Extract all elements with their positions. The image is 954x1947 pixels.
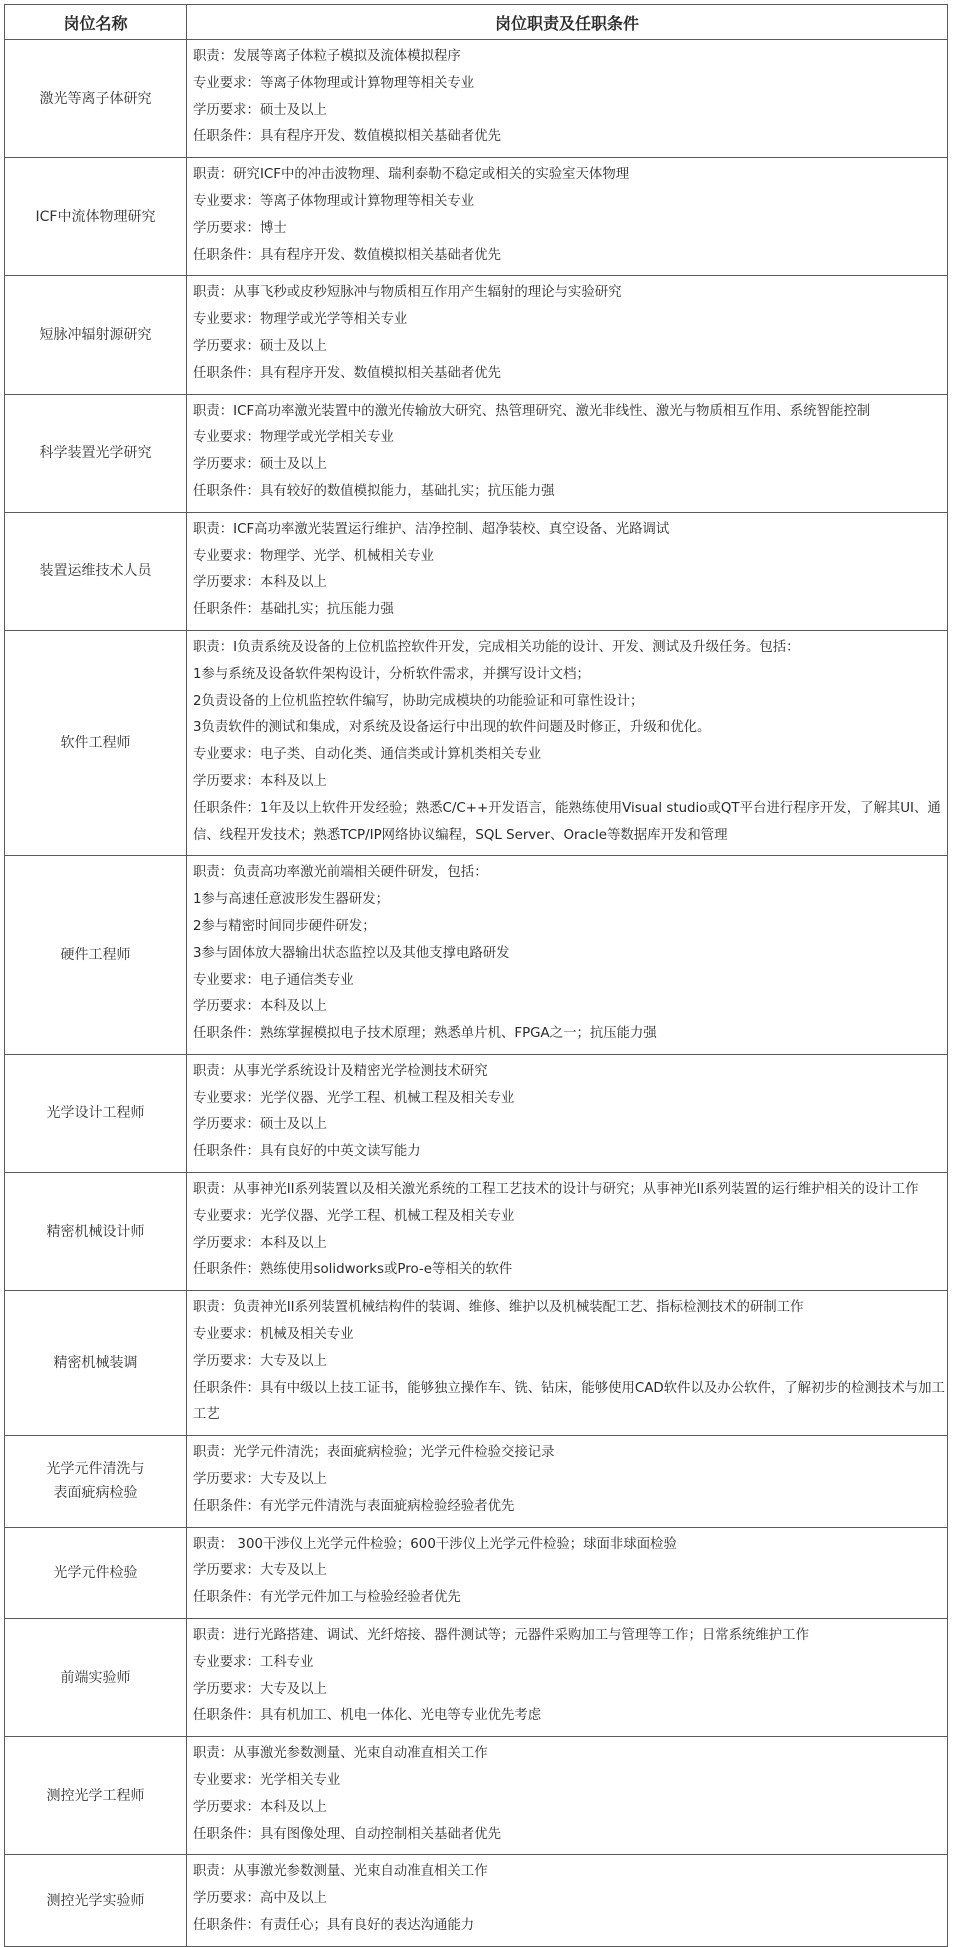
position-name-cell <box>5 394 187 512</box>
duty-line: 专业要求：电子通信类专业 <box>193 972 354 988</box>
duties-cell <box>187 630 948 855</box>
table-row <box>5 1527 948 1618</box>
table-row <box>5 276 948 394</box>
duty-line: 学历要求：硕士及以上 <box>193 102 327 118</box>
position-name-cell <box>5 1054 187 1172</box>
duty-line: 职责：光学元件清洗；表面疵病检验；光学元件检验交接记录 <box>193 1445 555 1461</box>
table-row <box>5 394 948 512</box>
position-name: 前端实验师 <box>60 1669 131 1686</box>
position-name-cell <box>5 1173 187 1291</box>
duty-line: 学历要求：本科及以上 <box>193 773 327 789</box>
position-name-cell <box>5 1527 187 1618</box>
table-row <box>5 1436 948 1527</box>
table-body <box>5 40 948 1947</box>
header-position-name: 岗位名称 <box>5 5 187 40</box>
duties-cell <box>187 40 948 158</box>
duty-line: 3参与固体放大器输出状态监控以及其他支撑电路研发 <box>193 945 510 961</box>
position-name-cell <box>5 856 187 1055</box>
position-name: 精密机械设计师 <box>46 1223 145 1240</box>
duty-line: 任职条件：具有程序开发、数值模拟相关基础者优先 <box>193 129 501 145</box>
duty-line: 职责：从事飞秒或皮秒短脉冲与物质相互作用产生辐射的理论与实验研究 <box>193 285 622 301</box>
duty-line: 职责：从事激光参数测量、光束自动准直相关工作 <box>193 1746 488 1762</box>
duty-line: 职责：从事神光II系列装置以及相关激光系统的工程工艺技术的设计与研究；从事神光II系列装置的运行维护相关的设计工作 <box>193 1182 919 1198</box>
duty-line: 任职条件：基础扎实；抗压能力强 <box>193 602 394 618</box>
duty-line: 任职条件：具有中级以上技工证书，能够独立操作车、铣、钻床，能够使用CAD软件以及办公软件，了解初步的检测技术与加工工艺 <box>193 1380 945 1423</box>
duties-cell <box>187 1855 948 1946</box>
duty-line: 专业要求：光学仪器、光学工程、机械工程及相关专业 <box>193 1090 515 1106</box>
duty-line: 任职条件：1年及以上软件开发经验；熟悉C/C++开发语言，能熟练使用Visual studio或QT平台进行程序开发，了解其UI、通信、线程开发技术；熟悉TCP/IP网络协议编程，SQL Server、Oracle等数据库开发和管理 <box>193 800 941 843</box>
duty-line: 学历要求：本科及以上 <box>193 1799 327 1815</box>
duties-cell <box>187 1173 948 1291</box>
position-name-cell <box>5 1619 187 1737</box>
duty-line: 职责： 300干涉仪上光学元件检验；600干涉仪上光学元件检验；球面非球面检验 <box>193 1536 677 1552</box>
duty-line: 任职条件：具有良好的中英文读写能力 <box>193 1144 421 1160</box>
table-row <box>5 512 948 630</box>
position-name-cell <box>5 630 187 855</box>
duty-line: 学历要求：高中及以上 <box>193 1891 327 1907</box>
table-row <box>5 856 948 1055</box>
duty-line: 职责：从事光学系统设计及精密光学检测技术研究 <box>193 1063 488 1079</box>
position-name-cell <box>5 1291 187 1436</box>
table-row <box>5 630 948 855</box>
job-table-sheet <box>4 4 947 1947</box>
duties-cell <box>187 1291 948 1436</box>
duty-line: 职责：ICF高功率激光装置运行维护、洁净控制、超净装校、真空设备、光路调试 <box>193 521 670 537</box>
duty-line: 学历要求：大专及以上 <box>193 1681 327 1697</box>
position-name: 科学装置光学研究 <box>39 445 152 462</box>
position-name: 光学元件检验 <box>53 1564 138 1581</box>
duty-line: 职责：研究ICF中的冲击波物理、瑞利泰勒不稳定或相关的实验室天体物理 <box>193 167 630 183</box>
duty-line: 任职条件：有光学元件加工与检验经验者优先 <box>193 1590 461 1606</box>
position-name: 软件工程师 <box>60 735 131 752</box>
duty-line: 任职条件：具有较好的数值模拟能力，基础扎实；抗压能力强 <box>193 483 555 499</box>
duty-line: 职责：负责神光II系列装置机械结构件的装调、维修、维护以及机械装配工艺、指标检测技术的研制工作 <box>193 1300 804 1316</box>
position-name-cell <box>5 158 187 276</box>
position-name: ICF中流体物理研究 <box>35 208 156 225</box>
duty-line: 任职条件：有责任心；具有良好的表达沟通能力 <box>193 1918 475 1933</box>
position-name: 光学设计工程师 <box>46 1105 145 1122</box>
position-name: 精密机械装调 <box>53 1355 138 1372</box>
duty-line: 职责：I负责系统及设备的上位机监控软件开发，完成相关功能的设计、开发、测试及升级任务。包括： <box>193 639 800 655</box>
duties-cell <box>187 276 948 394</box>
duty-line: 学历要求：本科及以上 <box>193 999 327 1015</box>
position-name: 测控光学工程师 <box>46 1787 145 1804</box>
duties-cell <box>187 394 948 512</box>
duty-line: 任职条件：熟练使用solidworks或Pro-e等相关的软件 <box>193 1262 513 1278</box>
table-row <box>5 1619 948 1737</box>
position-name-cell <box>5 1855 187 1946</box>
position-name: 装置运维技术人员 <box>39 563 152 580</box>
duty-line: 任职条件：具有图像处理、自动控制相关基础者优先 <box>193 1826 501 1842</box>
duty-line: 职责：负责高功率激光前端相关硬件研发，包括： <box>193 865 488 881</box>
job-positions-table <box>4 4 948 1947</box>
duty-line: 任职条件：熟练掌握模拟电子技术原理；熟悉单片机、FPGA之一；抗压能力强 <box>193 1026 657 1042</box>
table-row <box>5 158 948 276</box>
duty-line: 职责：ICF高功率激光装置中的激光传输放大研究、热管理研究、激光非线性、激光与物质相互作用、系统智能控制 <box>193 403 871 419</box>
duty-line: 2负责设备的上位机监控软件编写，协助完成模块的功能验证和可靠性设计； <box>193 693 644 709</box>
duties-cell <box>187 1737 948 1855</box>
table-row <box>5 1855 948 1946</box>
table-row <box>5 1291 948 1436</box>
position-name: 硬件工程师 <box>60 947 131 964</box>
table-row <box>5 1173 948 1291</box>
duty-line: 任职条件：具有机加工、机电一体化、光电等专业优先考虑 <box>193 1708 542 1724</box>
duty-line: 职责：进行光路搭建、调试、光纤熔接、器件测试等；元器件采购加工与管理等工作；日常系统维护工作 <box>193 1628 809 1644</box>
duty-line: 学历要求：硕士及以上 <box>193 1117 327 1133</box>
duty-line: 职责：发展等离子体粒子模拟及流体模拟程序 <box>193 49 461 64</box>
position-name-cell <box>5 1737 187 1855</box>
duties-cell <box>187 512 948 630</box>
duties-cell <box>187 1619 948 1737</box>
duties-cell <box>187 158 948 276</box>
position-name: 光学元件清洗与 表面疵病检验 <box>46 1461 145 1502</box>
duty-line: 1参与系统及设备软件架构设计，分析软件需求，并撰写设计文档； <box>193 666 590 682</box>
position-name-cell <box>5 276 187 394</box>
duty-line: 学历要求：本科及以上 <box>193 575 327 591</box>
duties-cell <box>187 1436 948 1527</box>
table-row <box>5 40 948 158</box>
duty-line: 任职条件：具有程序开发、数值模拟相关基础者优先 <box>193 247 501 263</box>
duty-line: 专业要求：光学仪器、光学工程、机械工程及相关专业 <box>193 1208 515 1224</box>
duty-line: 任职条件：有光学元件清洗与表面疵病检验经验者优先 <box>193 1498 515 1514</box>
duty-line: 专业要求：工科专业 <box>193 1654 314 1670</box>
duty-line: 学历要求：大专及以上 <box>193 1353 327 1369</box>
duty-line: 专业要求：电子类、自动化类、通信类或计算机类相关专业 <box>193 747 542 763</box>
position-name: 短脉冲辐射源研究 <box>39 326 152 343</box>
duty-line: 3负责软件的测试和集成，对系统及设备运行中出现的软件问题及时修正，升级和优化。 <box>193 720 711 736</box>
duty-line: 学历要求：硕士及以上 <box>193 457 327 473</box>
table-row <box>5 1737 948 1855</box>
duty-line: 职责：从事激光参数测量、光束自动准直相关工作 <box>193 1864 488 1880</box>
duty-line: 1参与高速任意波形发生器研发； <box>193 892 389 908</box>
duty-line: 学历要求：硕士及以上 <box>193 338 327 354</box>
duty-line: 专业要求：物理学、光学、机械相关专业 <box>193 548 435 564</box>
table-row <box>5 1054 948 1172</box>
duties-cell <box>187 1054 948 1172</box>
duty-line: 专业要求：物理学或光学等相关专业 <box>193 312 408 328</box>
position-name-cell <box>5 512 187 630</box>
position-name-cell <box>5 40 187 158</box>
duty-line: 学历要求：大专及以上 <box>193 1563 327 1579</box>
duty-line: 学历要求：博士 <box>193 220 287 236</box>
position-name-cell <box>5 1436 187 1527</box>
duty-line: 学历要求：大专及以上 <box>193 1472 327 1488</box>
duty-line: 学历要求：本科及以上 <box>193 1235 327 1251</box>
duty-line: 2参与精密时间同步硬件研发； <box>193 918 376 934</box>
duties-cell <box>187 1527 948 1618</box>
duty-line: 专业要求：机械及相关专业 <box>193 1327 354 1343</box>
duty-line: 专业要求：光学相关专业 <box>193 1773 341 1789</box>
duties-cell <box>187 856 948 1055</box>
duty-line: 专业要求：等离子体物理或计算物理等相关专业 <box>193 75 475 91</box>
duty-line: 任职条件：具有程序开发、数值模拟相关基础者优先 <box>193 365 501 381</box>
position-name: 激光等离子体研究 <box>39 90 152 107</box>
duty-line: 专业要求：物理学或光学相关专业 <box>193 430 394 446</box>
table-header-row <box>5 5 948 40</box>
position-name: 测控光学实验师 <box>46 1892 145 1909</box>
duty-line: 专业要求：等离子体物理或计算物理等相关专业 <box>193 193 475 209</box>
header-duties-requirements: 岗位职责及任职条件 <box>187 5 948 40</box>
